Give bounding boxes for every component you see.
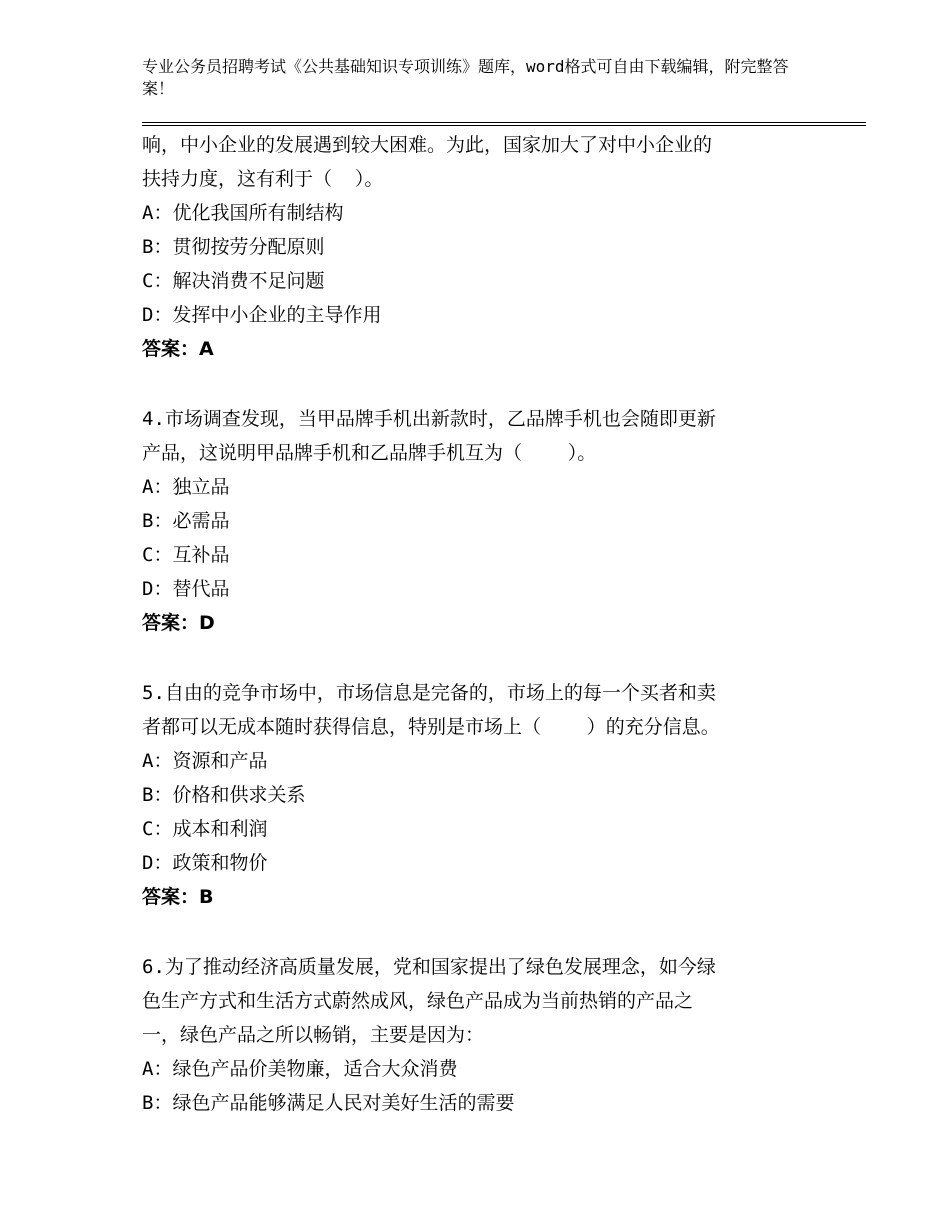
answer: 答案：A — [142, 338, 214, 360]
option-b: B：贯彻按劳分配原则 — [142, 236, 325, 258]
question-3 — [142, 128, 822, 366]
answer: 答案：D — [142, 612, 215, 634]
question-list — [142, 128, 822, 1120]
question-stem-line: 4.市场调查发现，当甲品牌手机出新款时，乙品牌手机也会随即更新 — [142, 408, 716, 430]
option-a: A：独立品 — [142, 476, 230, 498]
option-d: D：发挥中小企业的主导作用 — [142, 304, 382, 326]
question-stem-line: 响，中小企业的发展遇到较大困难。为此，国家加大了对中小企业的 — [142, 134, 713, 156]
header-rule-top — [142, 122, 866, 123]
question-stem-line: 产品，这说明甲品牌手机和乙品牌手机互为（ ）。 — [142, 442, 597, 464]
option-d: D：替代品 — [142, 578, 230, 600]
header-rule-bottom — [142, 125, 866, 126]
option-a: A：优化我国所有制结构 — [142, 202, 344, 224]
option-a: A：绿色产品价美物廉，适合大众消费 — [142, 1058, 458, 1080]
option-d: D：政策和物价 — [142, 852, 268, 874]
option-b: B：价格和供求关系 — [142, 784, 306, 806]
option-b: B：绿色产品能够满足人民对美好生活的需要 — [142, 1092, 515, 1114]
option-c: C：解决消费不足问题 — [142, 270, 325, 292]
option-a: A：资源和产品 — [142, 750, 268, 772]
question-stem-line: 6.为了推动经济高质量发展，党和国家提出了绿色发展理念，如今绿 — [142, 956, 716, 978]
question-stem-line: 5.自由的竞争市场中，市场信息是完备的，市场上的每一个买者和卖 — [142, 682, 716, 704]
document-header: 专业公务员招聘考试《公共基础知识专项训练》题库，word格式可自由下载编辑，附完整答案！ — [142, 57, 789, 98]
answer: 答案：B — [142, 886, 214, 908]
question-stem-line: 者都可以无成本随时获得信息，特别是市场上（ ）的充分信息。 — [142, 716, 720, 738]
question-5 — [142, 676, 822, 914]
question-stem-line: 色生产方式和生活方式蔚然成风，绿色产品成为当前热销的产品之 — [142, 990, 694, 1012]
question-stem-line: 扶持力度，这有利于（ ）。 — [142, 168, 384, 190]
option-c: C：互补品 — [142, 544, 230, 566]
question-4 — [142, 402, 822, 640]
question-6 — [142, 950, 822, 1120]
question-stem-line: 一，绿色产品之所以畅销，主要是因为： — [142, 1024, 485, 1046]
option-b: B：必需品 — [142, 510, 230, 532]
option-c: C：成本和利润 — [142, 818, 268, 840]
